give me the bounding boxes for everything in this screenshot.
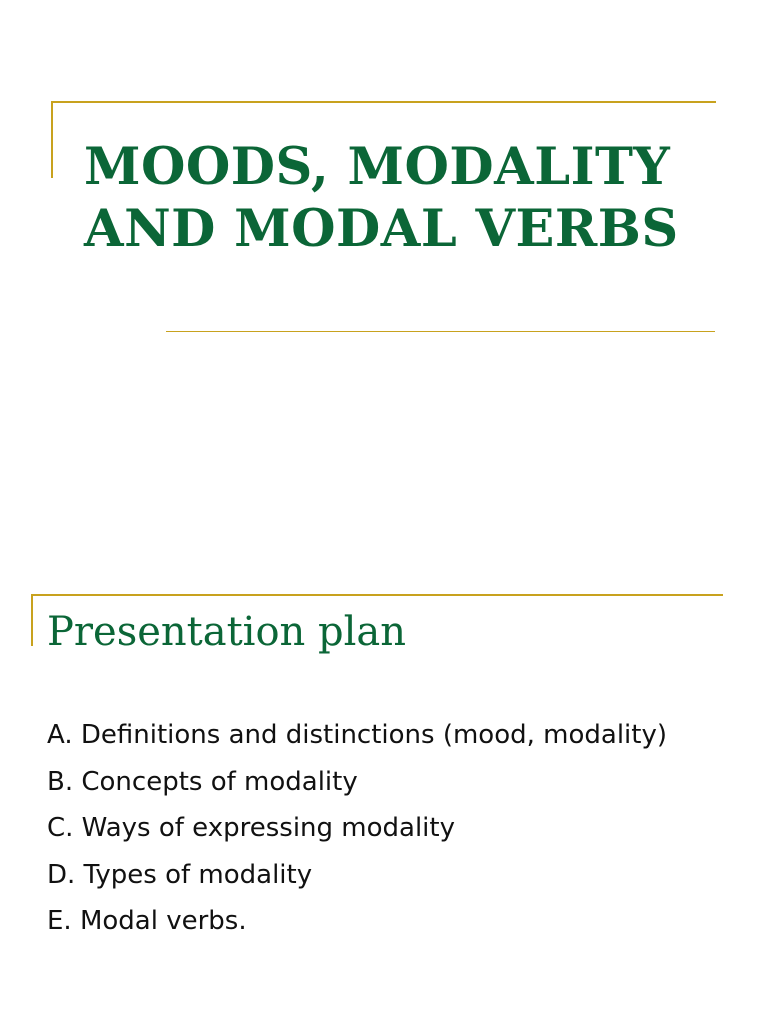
title-slide-top-rule	[51, 101, 716, 103]
title-slide-left-rule	[51, 101, 53, 178]
plan-slide-left-rule	[31, 594, 33, 646]
plan-item-a: A. Definitions and distinctions (mood, modality)	[47, 720, 667, 750]
plan-slide-heading: Presentation plan	[47, 609, 407, 655]
plan-item-e: E. Modal verbs.	[47, 906, 247, 936]
plan-item-d: D. Types of modality	[47, 859, 313, 890]
title-line-1: MOODS, MODALITY	[84, 137, 671, 197]
title-line-2: AND MODAL VERBS	[84, 199, 679, 259]
plan-slide-top-rule	[31, 594, 723, 596]
plan-list	[47, 712, 667, 945]
title-slide-heading	[84, 136, 744, 260]
plan-item-b: B. Concepts of modality	[47, 766, 358, 797]
title-slide-bottom-rule	[166, 331, 715, 332]
plan-item-c: C. Ways of expressing modality	[47, 813, 455, 843]
